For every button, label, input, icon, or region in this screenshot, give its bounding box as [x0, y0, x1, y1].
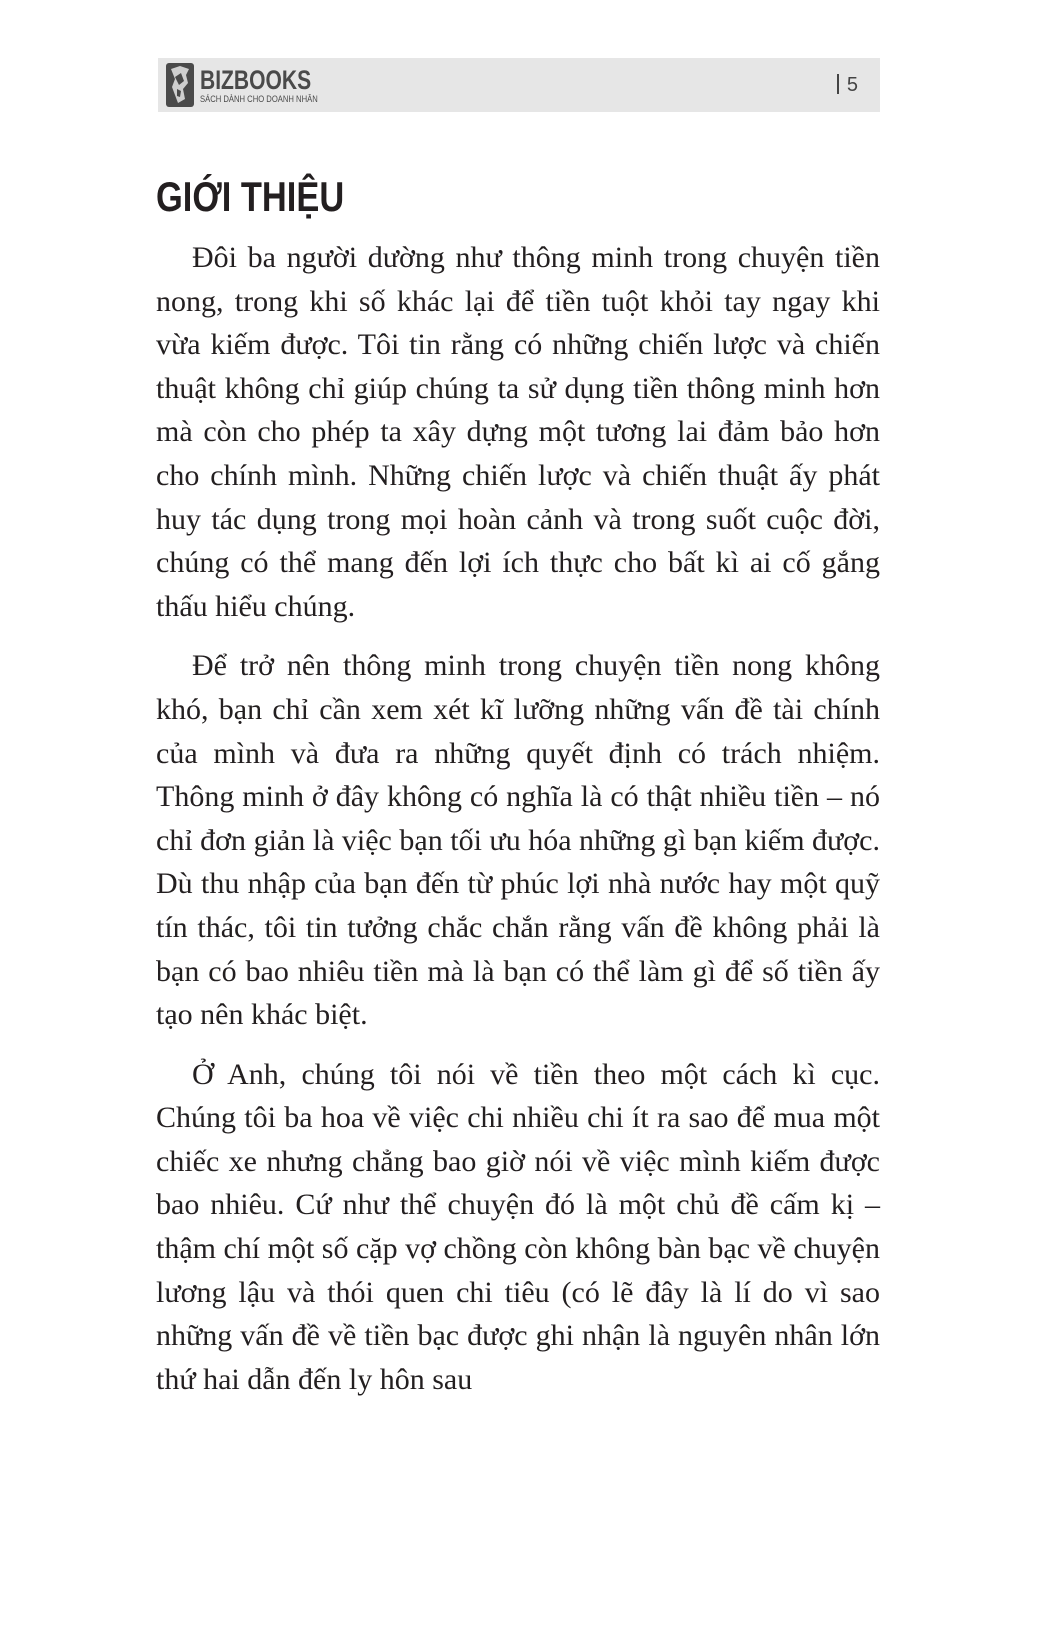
page-number-value: 5: [846, 74, 858, 96]
publisher-logo: [166, 62, 343, 108]
page-number: [837, 72, 858, 98]
running-header: [158, 58, 880, 112]
chapter-title: GIỚI THIỆU: [156, 173, 345, 220]
paragraph-3: Ở Anh, chúng tôi nói về tiền theo một cách kì cục. Chúng tôi ba hoa về việc chi nhiều chi ít ra sao để mua một chiếc xe nhưng chẳng bao giờ nói về việc mình kiếm được bao nhiêu. Cứ như thể chuyện đó là một chủ đề cấm kị – thậm chí một số cặp vợ chồng còn không bàn bạc về chuyện lương lậu và thói quen chi tiêu (có lẽ đây là lí do vì sao những vấn đề về tiền bạc được ghi nhận là nguyên nhân lớn thứ hai dẫn đến ly hôn sau: [156, 1057, 880, 1396]
logo-text-block: [200, 66, 343, 105]
brand-tagline: SÁCH DÀNH CHO DOANH NHÂN: [200, 93, 318, 104]
paragraph-1: Đôi ba người dường như thông minh trong chuyện tiền nong, trong khi số khác lại để tiền tuột khỏi tay ngay khi vừa kiếm được. Tôi tin rằng có những chiến lược và chiến thuật không chỉ giúp chúng ta sử dụng tiền thông minh hơn mà còn cho phép ta xây dựng một tương lai đảm bảo hơn cho chính mình. Những chiến lược và chiến thuật ấy phát huy tác dụng trong mọi hoàn cảnh và trong suốt cuộc đời, chúng có thể mang đến lợi ích thực cho bất kì ai cố gắng thấu hiểu chúng.: [156, 241, 880, 623]
body-text: [156, 236, 880, 1417]
bizbooks-logo-icon: [166, 63, 194, 107]
page-number-separator: [837, 74, 839, 94]
paragraph-2: Để trở nên thông minh trong chuyện tiền nong không khó, bạn chỉ cần xem xét kĩ lưỡng những vấn đề tài chính của mình và đưa ra những quyết định có trách nhiệm. Thông minh ở đây không có nghĩa là có thật nhiều tiền – nó chỉ đơn giản là việc bạn tối ưu hóa những gì bạn kiếm được. Dù thu nhập của bạn đến từ phúc lợi nhà nước hay một quỹ tín thác, tôi tin tưởng chắc chắn rằng vấn đề không phải là bạn có bao nhiêu tiền mà là bạn có thể làm gì để số tiền ấy tạo nên khác biệt.: [156, 649, 880, 1032]
brand-name: BIZBOOKS: [200, 64, 312, 95]
